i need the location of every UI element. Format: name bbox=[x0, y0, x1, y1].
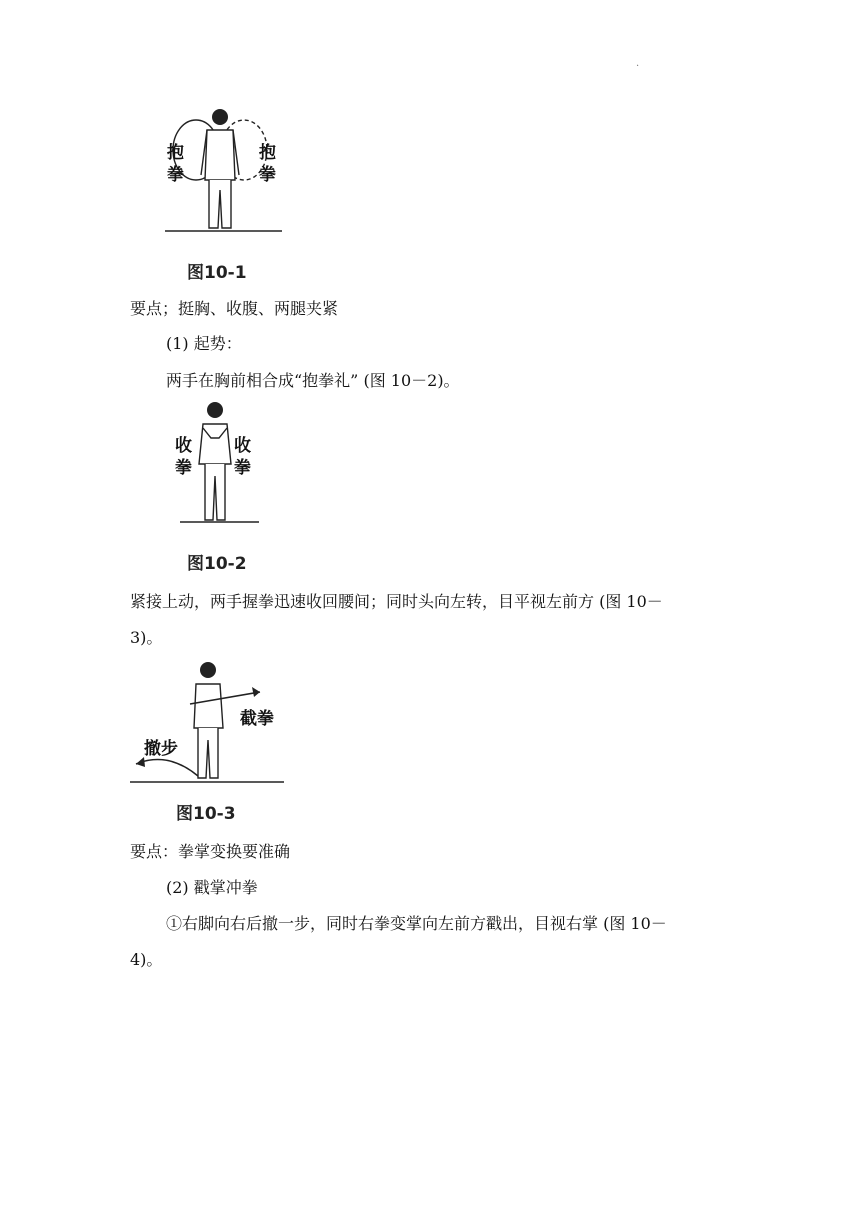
paragraph: ①右脚向右后撤一步，同时右拳变掌向左前方戳出，目视右掌 (图 10－ bbox=[166, 914, 667, 933]
paragraph: (2) 戳掌冲拳 bbox=[166, 878, 258, 897]
figure-label: 截拳 bbox=[240, 709, 274, 729]
paragraph: 紧接上动，两手握拳迅速收回腰间；同时头向左转，目平视左前方 (图 10－ bbox=[130, 592, 663, 611]
figure-label: 拳 bbox=[167, 165, 184, 185]
figure-10-1-illustration bbox=[155, 100, 290, 238]
paragraph: 两手在胸前相合成“抱拳礼” (图 10－2)。 bbox=[166, 371, 460, 390]
figure-caption: 图10-3 bbox=[176, 804, 236, 824]
paragraph: 4)。 bbox=[130, 950, 163, 969]
figure-label: 拳 bbox=[259, 165, 276, 185]
figure-label: 收 bbox=[234, 436, 251, 456]
figure-label: 抱 bbox=[259, 143, 276, 163]
figure-label: 抱 bbox=[167, 143, 184, 163]
figure-caption: 图10-1 bbox=[187, 263, 247, 283]
figure-10-2-illustration bbox=[165, 398, 265, 528]
figure-label: 撤步 bbox=[144, 739, 178, 759]
figure-label: 拳 bbox=[234, 458, 251, 478]
figure-10-3-illustration bbox=[128, 656, 288, 788]
figure-caption: 图10-2 bbox=[187, 554, 247, 574]
figure-label: 拳 bbox=[175, 458, 192, 478]
paragraph: (1) 起势： bbox=[166, 334, 242, 353]
paragraph: 要点：拳掌变换要准确 bbox=[130, 842, 291, 861]
figure-label: 收 bbox=[175, 436, 192, 456]
paragraph: 3)。 bbox=[130, 628, 163, 647]
page-mark: . bbox=[636, 58, 640, 69]
paragraph: 要点；挺胸、收腹、两腿夹紧 bbox=[130, 299, 339, 318]
